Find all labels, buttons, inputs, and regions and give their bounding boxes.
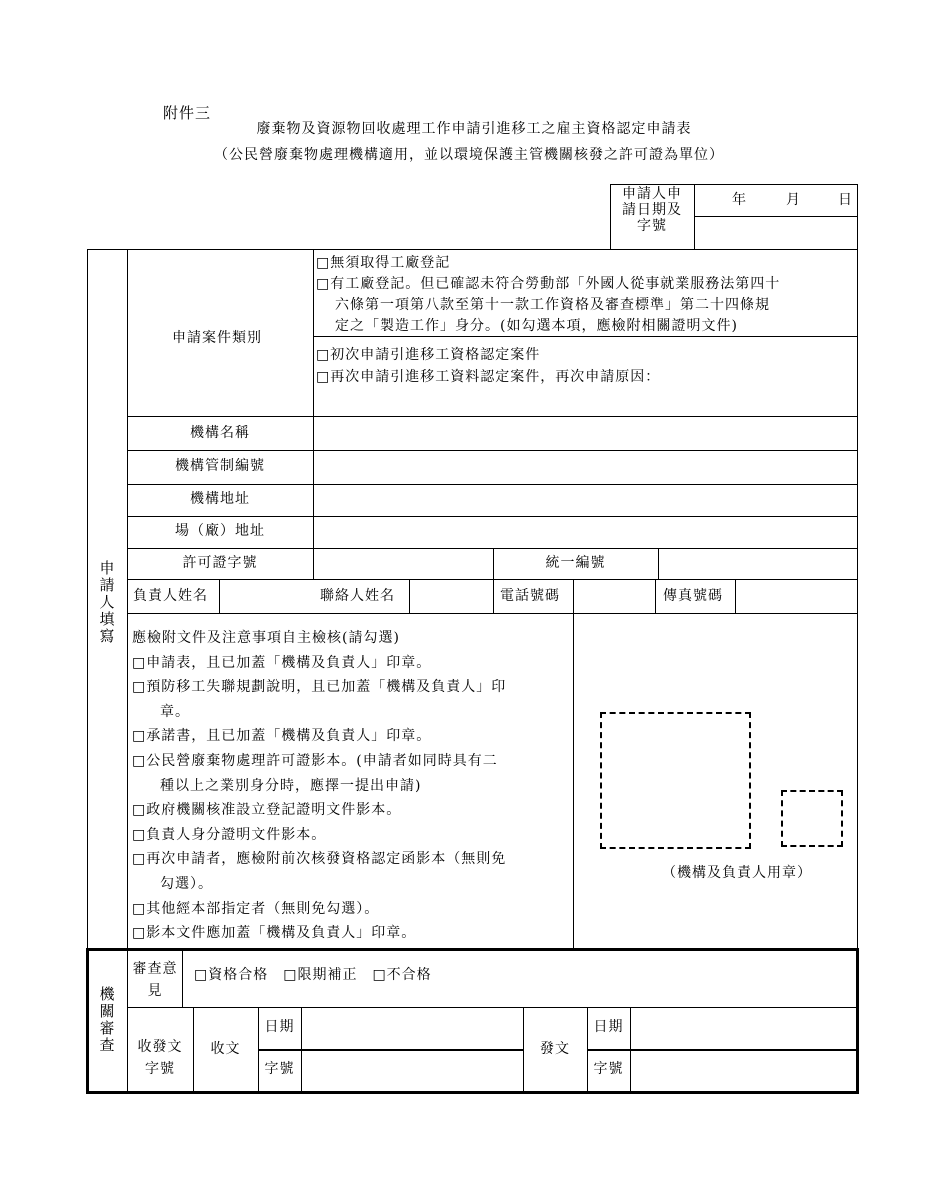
form-title: 廢棄物及資源物回收處理工作申請引進移工之雇主資格認定申請表 xyxy=(256,121,692,137)
receive-number-label: 字號 xyxy=(264,1061,295,1077)
send-label: 發文 xyxy=(540,1041,570,1057)
review-side-label: 機關審查 xyxy=(99,985,115,1054)
date-label: 申請人申 請日期及 字號 xyxy=(622,186,682,234)
applicant-side-label: 申請人填寫 xyxy=(99,559,115,645)
receive-label: 收文 xyxy=(210,1041,241,1057)
seal-caption: （機構及負責人用章） xyxy=(662,865,812,881)
month-label: 月 xyxy=(786,192,801,208)
review-options[interactable]: □資格合格 □限期補正 □不合格 xyxy=(194,967,432,983)
owner-name-label: 負責人姓名 xyxy=(133,588,208,604)
doc-number-label: 收發文字號 xyxy=(137,1039,183,1077)
annex-label: 附件三 xyxy=(163,104,212,122)
year-label: 年 xyxy=(732,192,747,208)
day-label: 日 xyxy=(838,192,853,208)
receive-date-label: 日期 xyxy=(264,1019,295,1035)
org-address-label: 機構地址 xyxy=(190,491,250,507)
unified-no-label: 統一編號 xyxy=(545,555,606,571)
site-address-label: 場（廠）地址 xyxy=(175,523,265,539)
form-subtitle: （公民營廢棄物處理機構適用，並以環境保護主管機關核發之許可證為單位） xyxy=(214,147,724,163)
org-control-no-label: 機構管制編號 xyxy=(175,458,265,474)
case-type-label: 申請案件類別 xyxy=(172,330,262,346)
case-options-application[interactable]: □初次申請引進移工資格認定案件 □再次申請引進移工資料認定案件，再次申請原因： xyxy=(316,347,661,385)
opinion-label: 審查意見 xyxy=(132,961,178,999)
org-name-label: 機構名稱 xyxy=(190,425,250,441)
case-options-factory[interactable]: □無須取得工廠登記 □有工廠登記。但已確認未符合勞動部「外國人從事就業服務法第四十 六條第一項第八款至第十一款工作資格及審查標準」第二十四條規 定之「製造工作」身分。(如勾選本項，應檢附相關證明文件) xyxy=(316,255,781,334)
org-seal-box xyxy=(600,712,751,849)
send-number-label: 字號 xyxy=(593,1061,624,1077)
phone-label: 電話號碼 xyxy=(500,588,560,604)
contact-name-label: 聯絡人姓名 xyxy=(320,588,395,604)
license-no-label: 許可證字號 xyxy=(182,555,258,571)
send-date-label: 日期 xyxy=(593,1019,624,1035)
document-checklist[interactable]: 應檢附文件及注意事項自主檢核(請勾選) □申請表，且已加蓋「機構及負責人」印章。 □預防移工失聯規劃說明，且已加蓋「機構及負責人」印 章。 □承諾書，且已加蓋「機構及負責人」印章。 □公民營廢棄物處理許可證影本。(申請者如同時具有二 種以上之業別身分時，應擇一提出申請) □政府機關核准設立登記證明文件影本。 □負責人身分證明文件影本。 □再次申請者，應檢附前次核發資格認定函影本（無則免 勾選）。 □其他經本部指定者（無則免勾選）。 □影本文件應加蓋「機構及負責人」印章。 xyxy=(132,630,507,942)
owner-seal-box xyxy=(781,790,843,847)
fax-label: 傳真號碼 xyxy=(663,588,723,604)
